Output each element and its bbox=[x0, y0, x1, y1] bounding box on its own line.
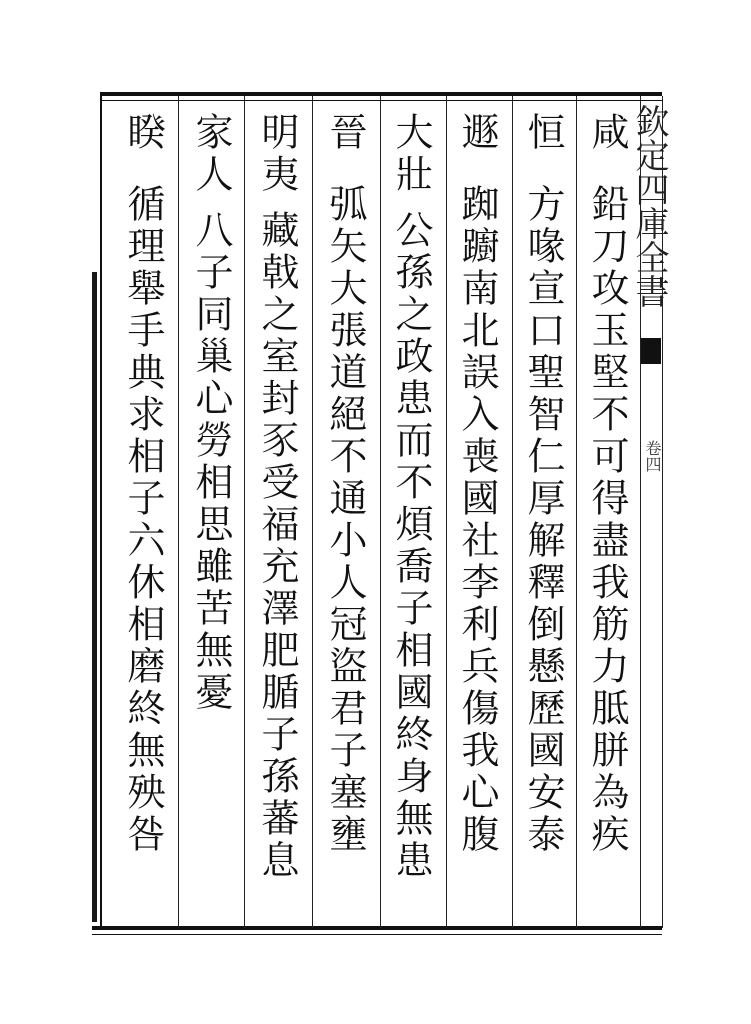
text-column-3 bbox=[455, 112, 499, 856]
margin-juan-label: 卷四 bbox=[643, 440, 662, 472]
hexagram-name: 家人 bbox=[189, 112, 233, 196]
text-column-1 bbox=[585, 112, 629, 856]
verse-text: 鉛刀攻玉堅不可得盡我筋力胝胼為疾 bbox=[585, 184, 629, 856]
left-border bbox=[100, 96, 102, 928]
verse-text: 踟躕南北誤入喪國社李利兵傷我心腹 bbox=[455, 184, 499, 856]
hexagram-name: 睽 bbox=[121, 112, 165, 154]
hexagram-name: 大壯 bbox=[389, 112, 433, 196]
margin-book-title: 欽定四庫全書 bbox=[629, 104, 669, 308]
bottom-border-inner bbox=[92, 934, 662, 935]
verse-text: 弧矢大張道絕不通小人冠盜君子塞壅 bbox=[323, 184, 367, 856]
column-rule-2 bbox=[512, 96, 513, 928]
column-rule-4 bbox=[380, 96, 381, 928]
column-rule-5 bbox=[312, 96, 313, 928]
verse-text: 藏戟之室封豕受福充澤肥腯子孫蕃息 bbox=[255, 210, 299, 882]
column-rule-7 bbox=[178, 96, 179, 928]
hexagram-name: 遯 bbox=[455, 112, 499, 154]
verse-text: 八子同巢心勞相思雖苦無憂 bbox=[189, 210, 233, 714]
top-border bbox=[100, 92, 662, 96]
hexagram-name: 咸 bbox=[585, 112, 629, 154]
text-column-7 bbox=[189, 112, 233, 714]
top-border-inner bbox=[100, 100, 662, 101]
fish-tail-mark bbox=[641, 338, 661, 364]
hexagram-name: 恒 bbox=[521, 112, 565, 154]
hexagram-name: 晉 bbox=[323, 112, 367, 154]
text-column-4 bbox=[389, 112, 433, 882]
left-dark-bar bbox=[92, 272, 97, 922]
verse-text: 方喙宣口聖智仁厚解釋倒懸歷國安泰 bbox=[521, 184, 565, 856]
column-rule-6 bbox=[244, 96, 245, 928]
column-rule-3 bbox=[446, 96, 447, 928]
text-column-6 bbox=[255, 112, 299, 882]
text-column-5 bbox=[323, 112, 367, 856]
text-column-2 bbox=[521, 112, 565, 856]
verse-text: 循理舉手典求相子六休相磨終無殃咎 bbox=[121, 184, 165, 856]
hexagram-name: 明夷 bbox=[255, 112, 299, 196]
verse-text: 公孫之政患而不煩喬子相國終身無患 bbox=[389, 210, 433, 882]
text-column-8 bbox=[121, 112, 165, 856]
column-rule-1 bbox=[576, 96, 577, 928]
